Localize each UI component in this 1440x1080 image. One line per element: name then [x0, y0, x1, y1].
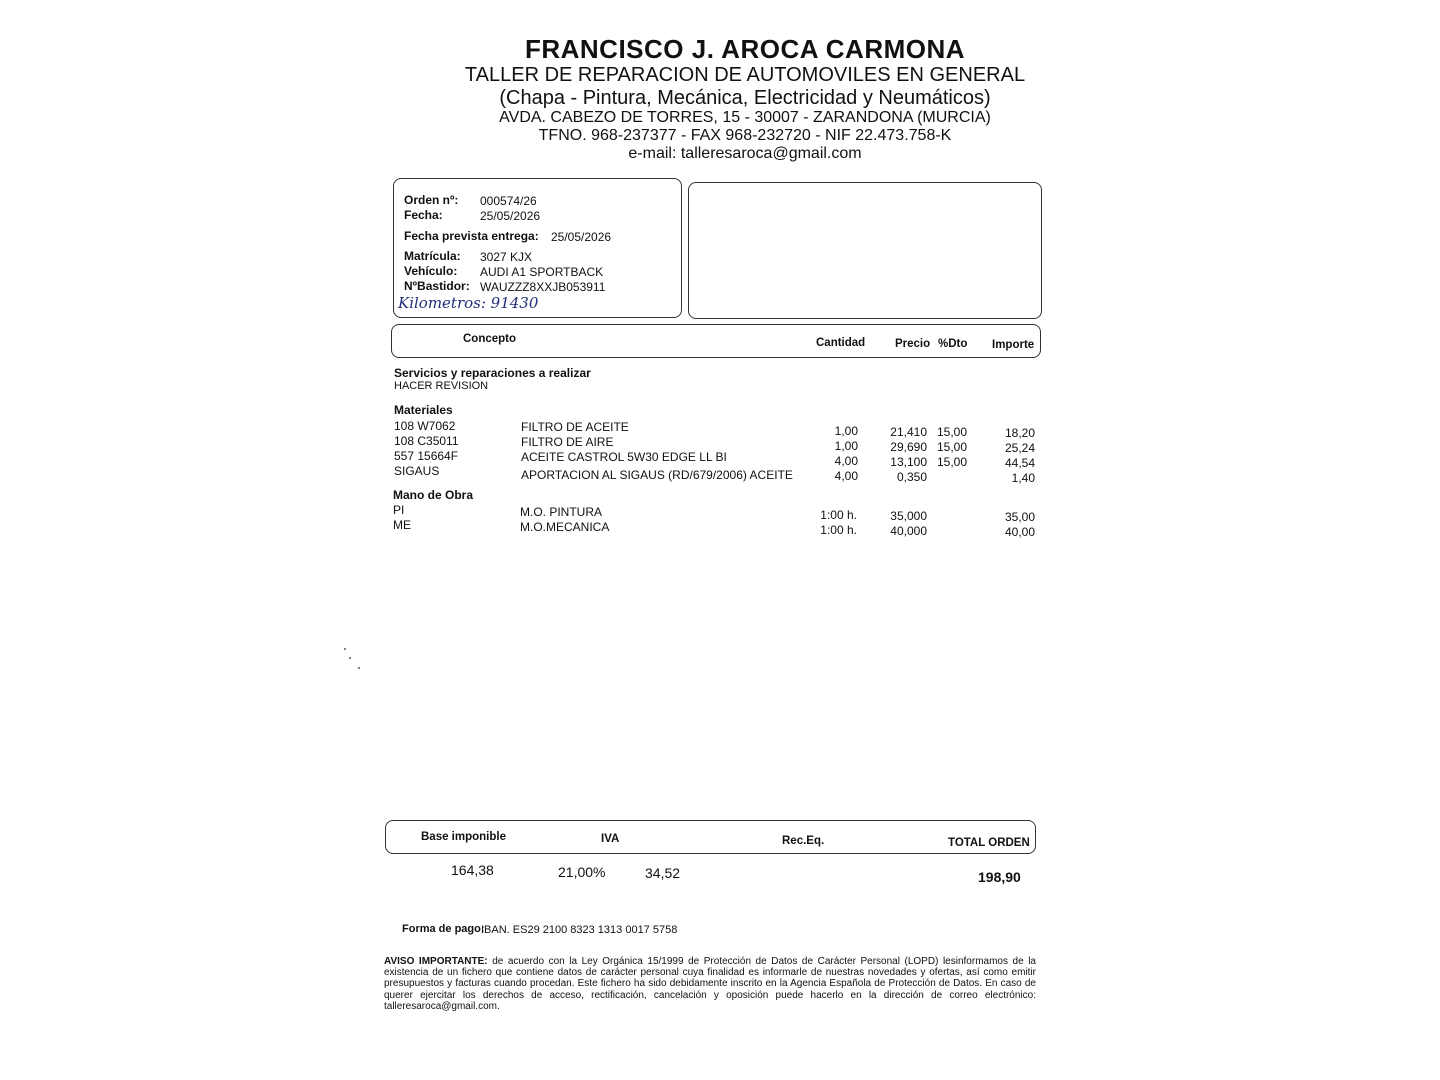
company-phone: TFNO. 968-237377 - FAX 968-232720 - NIF 22.473.758-K	[538, 127, 952, 144]
col-concepto: Concepto	[463, 333, 517, 345]
company-address: AVDA. CABEZO DE TORRES, 15 - 30007 - ZARANDONA (MURCIA)	[499, 109, 991, 126]
vehicle-label: Vehículo:	[404, 264, 458, 278]
iva-percent: 21,00%	[558, 864, 606, 880]
company-services: (Chapa - Pintura, Mecánica, Electricidad y Neumáticos)	[499, 87, 991, 109]
material-dto: 15,00	[937, 425, 968, 439]
base-label: Base imponible	[421, 831, 506, 843]
labor-amount: 35,00	[1004, 510, 1035, 524]
materials-title: Materiales	[394, 403, 453, 417]
base-value: 164,38	[451, 862, 494, 878]
legal-text: de acuerdo con la Ley Orgánica 15/1999 de Protección de Datos de Carácter Personal (LOPD) lesinformamos de la existencia de un fichero que contiene datos de carácter personal cuya finalidad es informarle de nuestras novedades y ofertas, así como emitir presupuestos y facturas cuando procedan. Este fichero ha sido debidamente inscrito en la Agencia Española de Protección de Datos. En caso de querer ejercitar los derechos de acceso, rectificación, cancelación y oposición puede hacerlo en la dirección de correo electrónico: talleresaroca@gmail.com.	[384, 956, 1036, 1012]
labor-title: Mano de Obra	[393, 488, 474, 502]
material-qty: 1,00	[834, 439, 858, 453]
payment-label: Forma de pago:	[402, 923, 485, 935]
labor-price: 35,000	[890, 509, 927, 523]
col-importe: Importe	[992, 339, 1035, 351]
labor-desc: M.O.MECANICA	[520, 520, 610, 534]
material-qty: 1,00	[834, 424, 858, 438]
labor-code: PI	[393, 503, 405, 517]
legal-notice	[384, 956, 1036, 1012]
vehicle-value: AUDI A1 SPORTBACK	[480, 265, 604, 279]
material-dto: 15,00	[937, 455, 968, 469]
company-activity: TALLER DE REPARACION DE AUTOMOVILES EN GENERAL	[464, 64, 1026, 86]
total-value: 198,90	[978, 869, 1021, 885]
total-label: TOTAL ORDEN	[948, 837, 1030, 849]
handwritten-mileage: Kilometros: 91430	[398, 294, 539, 312]
plate-value: 3027 KJX	[480, 250, 533, 264]
labor-amount: 40,00	[1004, 525, 1035, 539]
legal-title: AVISO IMPORTANTE:	[384, 956, 488, 967]
labor-price: 40,000	[890, 524, 927, 538]
material-price: 29,690	[890, 440, 927, 454]
material-price: 21,410	[890, 425, 927, 439]
plate-label: Matrícula:	[404, 249, 461, 263]
material-dto: 15,00	[937, 440, 968, 454]
company-name: FRANCISCO J. AROCA CARMONA	[524, 34, 966, 64]
material-code: SIGAUS	[394, 464, 440, 478]
col-cantidad: Cantidad	[816, 337, 866, 349]
material-desc: APORTACION AL SIGAUS (RD/679/2006) ACEITE	[521, 468, 793, 482]
delivery-date-value: 25/05/2026	[551, 230, 612, 244]
vin-label: NºBastidor:	[404, 279, 470, 293]
material-desc: FILTRO DE AIRE	[521, 435, 614, 449]
col-dto: %Dto	[938, 338, 968, 350]
material-price: 13,100	[890, 455, 927, 469]
client-info-box	[688, 182, 1042, 319]
scan-speck	[349, 657, 351, 659]
labor-qty: 1:00 h.	[820, 523, 857, 537]
labor-desc: M.O. PINTURA	[520, 505, 603, 519]
material-amount: 18,20	[1004, 426, 1035, 440]
material-code: 108 W7062	[394, 419, 456, 433]
material-code: 108 C35011	[394, 434, 459, 448]
col-precio: Precio	[895, 338, 931, 350]
delivery-date-label: Fecha prevista entrega:	[404, 229, 539, 243]
iva-value: 34,52	[645, 865, 681, 881]
scan-speck	[358, 667, 360, 669]
labor-qty: 1:00 h.	[820, 508, 857, 522]
material-price: 0,350	[896, 470, 927, 484]
services-title: Servicios y reparaciones a realizar	[394, 366, 591, 380]
receq-label: Rec.Eq.	[782, 835, 825, 847]
material-code: 557 15664F	[394, 449, 459, 463]
order-number-value: 000574/26	[480, 194, 537, 208]
scan-speck	[344, 648, 346, 650]
order-number-label: Orden nº:	[404, 193, 459, 207]
labor-code: ME	[393, 518, 411, 532]
order-date-value: 25/05/2026	[480, 209, 541, 223]
iva-label: IVA	[601, 833, 620, 845]
material-qty: 4,00	[834, 469, 858, 483]
company-email: e-mail: talleresaroca@gmail.com	[628, 145, 862, 162]
material-desc: ACEITE CASTROL 5W30 EDGE LL BI	[521, 450, 727, 464]
material-amount: 1,40	[1011, 471, 1035, 485]
material-desc: FILTRO DE ACEITE	[521, 420, 629, 434]
payment-iban: IBAN. ES29 2100 8323 1313 0017 5758	[481, 924, 678, 936]
material-amount: 44,54	[1004, 456, 1035, 470]
material-qty: 4,00	[834, 454, 858, 468]
material-amount: 25,24	[1004, 441, 1035, 455]
order-date-label: Fecha:	[404, 208, 443, 222]
services-item: HACER REVISION	[394, 380, 489, 392]
vin-value: WAUZZZ8XXJB053911	[480, 280, 606, 294]
